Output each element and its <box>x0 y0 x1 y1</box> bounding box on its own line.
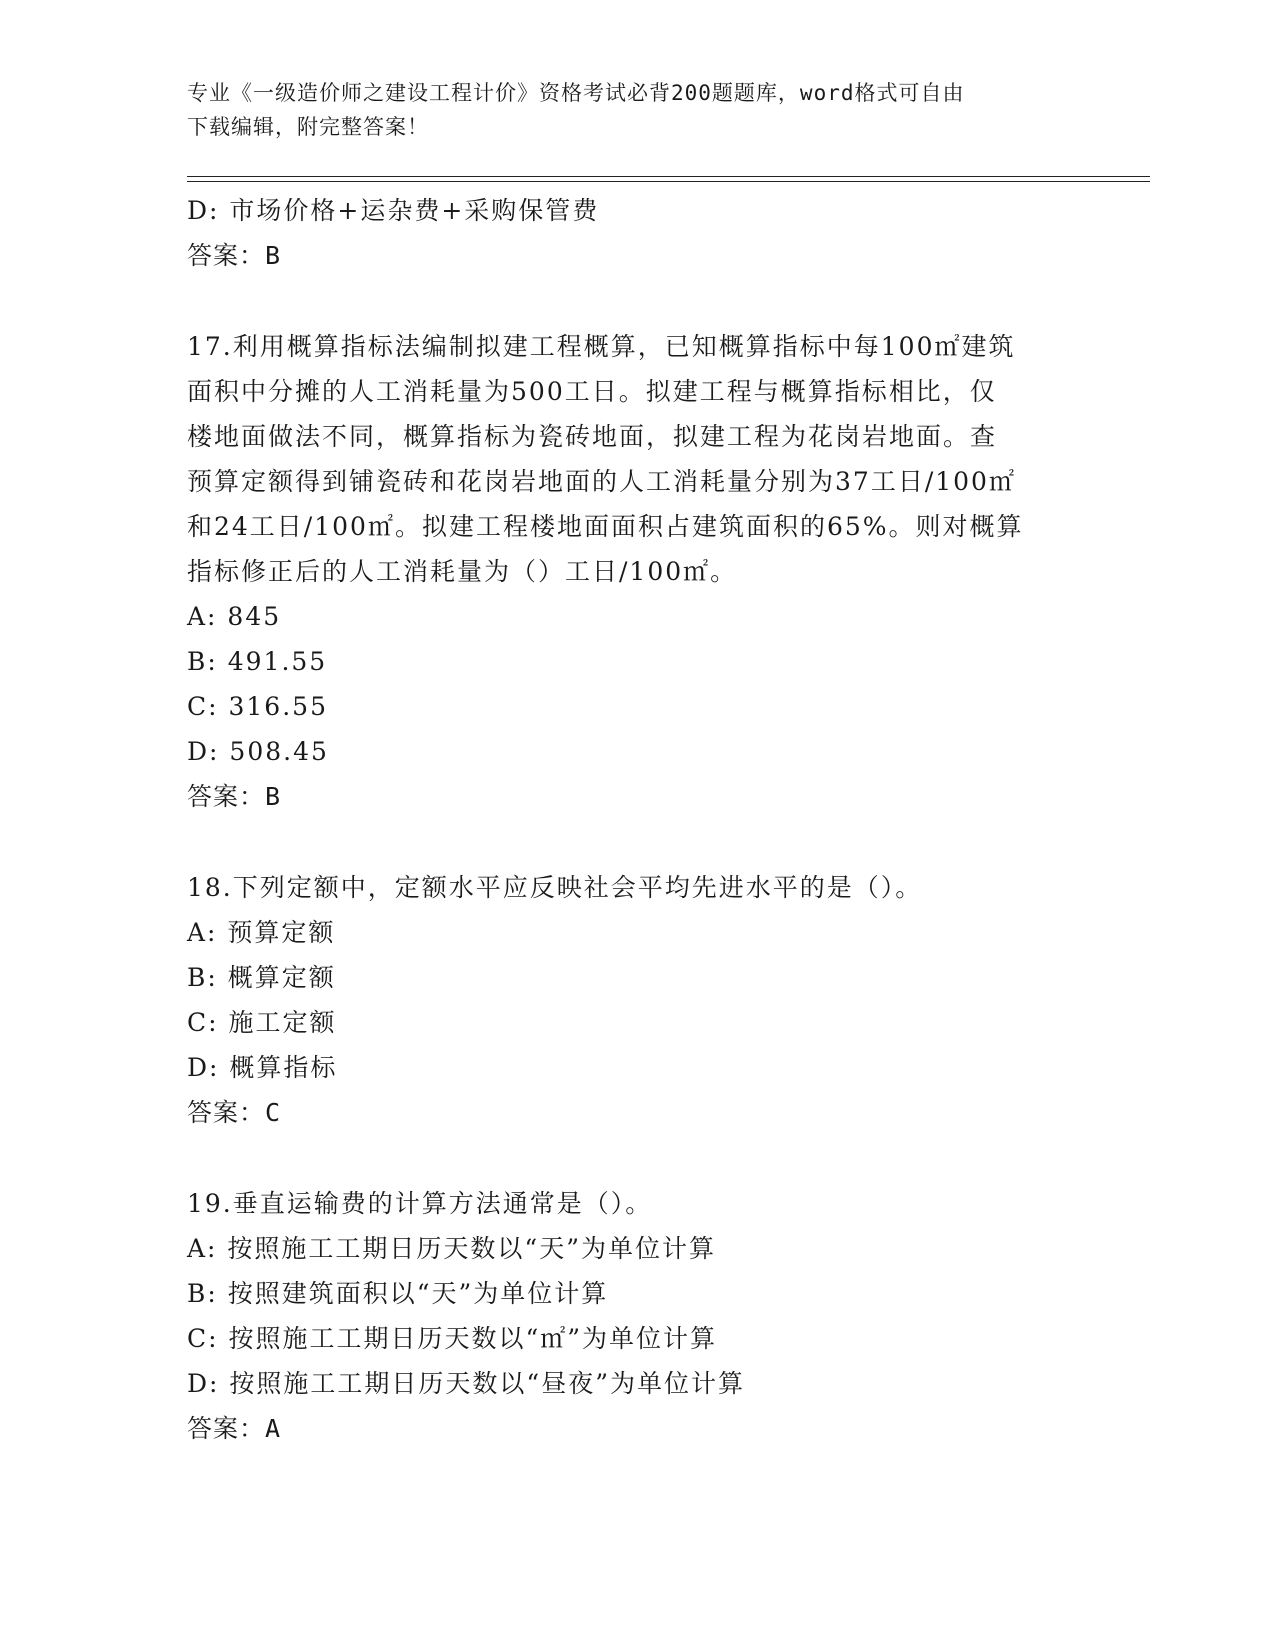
question-stem-line: 面积中分摊的人工消耗量为500工日。拟建工程与概算指标相比，仅 <box>187 377 997 406</box>
option-b: B: 491.55 <box>187 647 328 676</box>
option-c: C: 施工定额 <box>187 1008 337 1037</box>
answer-label: 答案： <box>187 1098 266 1127</box>
header-line-2: 下载编辑，附完整答案！ <box>187 115 429 139</box>
question-stem-line: 17.利用概算指标法编制拟建工程概算，已知概算指标中每100㎡建筑 <box>187 332 1016 361</box>
answer-value: B <box>265 241 282 270</box>
option-d: D: 按照施工工期日历天数以“昼夜”为单位计算 <box>187 1369 745 1398</box>
option-b: B: 按照建筑面积以“天”为单位计算 <box>187 1279 609 1308</box>
header-divider-bottom <box>187 181 1150 182</box>
option-a: A: 845 <box>187 602 282 631</box>
prev-answer <box>187 233 1087 278</box>
answer-value: C <box>265 1098 282 1127</box>
option-a: A: 预算定额 <box>187 918 336 947</box>
question-stem-line: 19.垂直运输费的计算方法通常是（）。 <box>187 1189 653 1218</box>
answer-label: 答案： <box>187 241 266 270</box>
answer-value: B <box>265 782 282 811</box>
question-stem-line: 指标修正后的人工消耗量为（）工日/100㎡。 <box>187 557 738 586</box>
option-c: C: 316.55 <box>187 692 328 721</box>
question-stem-line: 和24工日/100㎡。拟建工程楼地面面积占建筑面积的65%。则对概算 <box>187 512 1024 541</box>
question-answer <box>187 1090 1087 1135</box>
document-body <box>187 188 1087 1451</box>
answer-value: A <box>265 1414 282 1443</box>
header-line-1: 专业《一级造价师之建设工程计价》资格考试必背200题题库，word格式可自由 <box>187 81 965 105</box>
header-divider-top <box>187 176 1150 177</box>
question-17 <box>187 324 1087 819</box>
question-answer <box>187 774 1087 819</box>
option-d: D: 概算指标 <box>187 1053 338 1082</box>
document-header <box>187 76 1067 144</box>
spacer <box>187 1135 1087 1181</box>
question-answer <box>187 1406 1087 1451</box>
question-stem-line: 18.下列定额中，定额水平应反映社会平均先进水平的是（）。 <box>187 873 923 902</box>
option-c: C: 按照施工工期日历天数以“㎡”为单位计算 <box>187 1324 718 1353</box>
answer-label: 答案： <box>187 1414 266 1443</box>
option-a: A: 按照施工工期日历天数以“天”为单位计算 <box>187 1234 716 1263</box>
question-stem-line: 预算定额得到铺瓷砖和花岗岩地面的人工消耗量分别为37工日/100㎡ <box>187 467 1016 496</box>
question-18 <box>187 865 1087 1135</box>
spacer <box>187 278 1087 324</box>
question-stem-line: 楼地面做法不同，概算指标为瓷砖地面，拟建工程为花岗岩地面。查 <box>187 422 998 451</box>
question-19 <box>187 1181 1087 1451</box>
option-d: D: 508.45 <box>187 737 329 766</box>
spacer <box>187 819 1087 865</box>
answer-label: 答案： <box>187 782 266 811</box>
prev-option-d: D: 市场价格+运杂费+采购保管费 <box>187 196 600 225</box>
option-b: B: 概算定额 <box>187 963 336 992</box>
